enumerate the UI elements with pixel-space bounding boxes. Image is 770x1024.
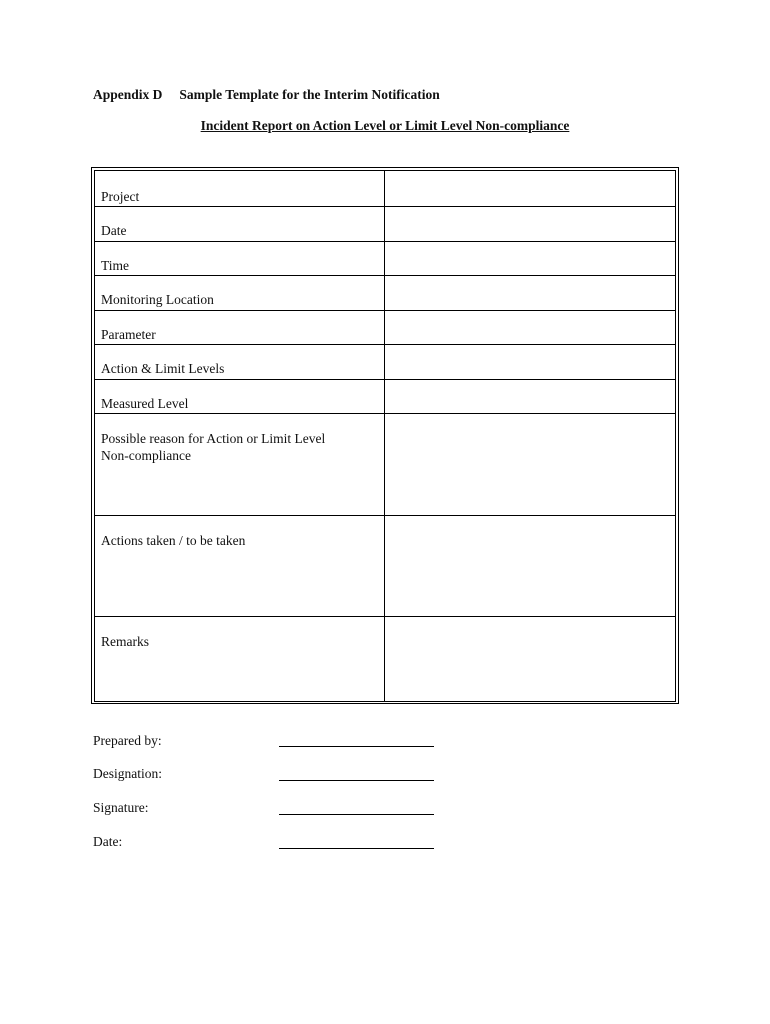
form-row-time xyxy=(95,242,676,276)
incident-form-table xyxy=(94,170,676,702)
form-label-cell xyxy=(95,617,385,702)
form-label: Project xyxy=(101,189,140,204)
form-label: Measured Level xyxy=(101,396,189,411)
form-label: Action & Limit Levels xyxy=(101,361,225,376)
form-label: Actions taken / to be taken xyxy=(101,533,246,548)
monitoring-location-field[interactable] xyxy=(385,276,676,311)
appendix-title: Sample Template for the Interim Notification xyxy=(179,87,440,102)
form-label: Time xyxy=(101,258,130,273)
designation-line[interactable] xyxy=(279,766,434,781)
form-row-measured-level xyxy=(95,380,676,414)
prepared-by-line[interactable] xyxy=(279,732,434,747)
measured-level-field[interactable] xyxy=(385,380,676,414)
form-label: Possible reason for Action or Limit Level xyxy=(101,431,326,446)
project-field[interactable] xyxy=(385,171,676,207)
signature-line[interactable] xyxy=(279,800,434,815)
parameter-field[interactable] xyxy=(385,311,676,345)
date-field[interactable] xyxy=(385,207,676,242)
signature-label: Signature: xyxy=(93,800,149,815)
form-label: Remarks xyxy=(101,634,149,649)
date-signoff-label: Date: xyxy=(93,834,123,849)
prepared-by-label: Prepared by: xyxy=(93,733,162,748)
time-field[interactable] xyxy=(385,242,676,276)
form-label-cell xyxy=(95,516,385,617)
designation-label: Designation: xyxy=(93,766,162,781)
form-row-remarks xyxy=(95,617,676,702)
incident-form xyxy=(91,167,679,704)
form-row-action-limit-levels xyxy=(95,345,676,380)
form-label-cell xyxy=(95,171,385,207)
form-label-cell xyxy=(95,207,385,242)
remarks-field[interactable] xyxy=(385,617,676,702)
action-limit-levels-field[interactable] xyxy=(385,345,676,380)
report-title: Incident Report on Action Level or Limit Level Non-compliance xyxy=(200,118,570,133)
appendix-heading xyxy=(93,87,440,103)
form-row-parameter xyxy=(95,311,676,345)
possible-reason-field[interactable] xyxy=(385,414,676,516)
form-row-date xyxy=(95,207,676,242)
form-label-cell xyxy=(95,242,385,276)
form-label-cell xyxy=(95,345,385,380)
form-row-project xyxy=(95,171,676,207)
form-label-cell xyxy=(95,414,385,516)
appendix-label: Appendix D xyxy=(93,87,163,102)
form-row-actions-taken xyxy=(95,516,676,617)
date-signoff-line[interactable] xyxy=(279,834,434,849)
form-row-possible-reason xyxy=(95,414,676,516)
form-label-cell xyxy=(95,311,385,345)
form-row-monitoring-location xyxy=(95,276,676,311)
form-label-cell xyxy=(95,276,385,311)
form-label-continued: Non-compliance xyxy=(101,448,191,463)
form-label: Date xyxy=(101,223,127,238)
form-label-cell xyxy=(95,380,385,414)
actions-taken-field[interactable] xyxy=(385,516,676,617)
form-label: Parameter xyxy=(101,327,156,342)
form-label: Monitoring Location xyxy=(101,292,214,307)
